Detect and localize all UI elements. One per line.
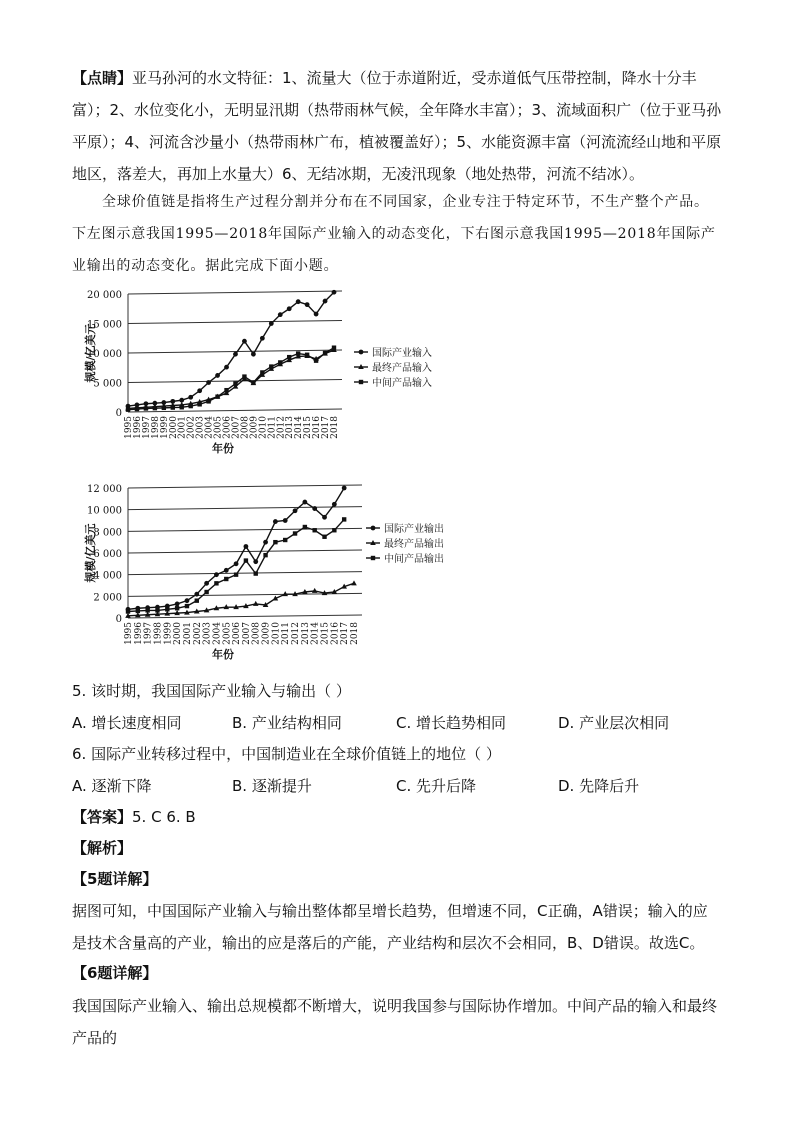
data-point <box>126 609 130 613</box>
data-point <box>195 598 199 602</box>
x-tick-label: 2005 <box>213 416 224 439</box>
data-point <box>224 577 228 581</box>
data-point <box>224 365 229 370</box>
q5-option-b[interactable]: B. 产业结构相同 <box>232 714 342 732</box>
grid-line <box>128 572 362 575</box>
data-point <box>293 531 297 535</box>
q6-detail-text: 我国国际产业输入、输出总规模都不断增大，说明我国参与国际协作增加。中间产品的输入和最终产品的 <box>72 997 718 1047</box>
grid-line <box>128 615 362 618</box>
data-point <box>175 602 180 607</box>
data-point <box>215 394 219 398</box>
data-point <box>145 608 149 612</box>
data-point <box>242 374 246 378</box>
x-tick-label: 2003 <box>202 622 213 645</box>
data-point <box>303 525 307 529</box>
data-point <box>260 336 265 341</box>
y-tick-label: 0 <box>115 408 122 419</box>
data-point <box>278 312 283 317</box>
y-tick-label: 15 000 <box>87 319 122 331</box>
x-tick-label: 1999 <box>159 416 170 439</box>
x-tick-label: 2002 <box>186 416 197 439</box>
grid-line <box>128 291 342 294</box>
x-tick-label: 2008 <box>240 416 251 439</box>
x-tick-label: 2003 <box>195 416 206 439</box>
answer-text: 5. C 6. B <box>132 808 196 826</box>
data-point <box>312 588 318 593</box>
data-point <box>287 306 292 311</box>
x-tick-label: 2013 <box>285 416 296 439</box>
q6-option-c[interactable]: C. 先升后降 <box>396 777 477 795</box>
dianjing-tag: 【点睛】 <box>72 69 133 87</box>
x-tick-label: 2000 <box>168 416 179 439</box>
x-tick-label: 2008 <box>251 622 262 645</box>
data-point <box>332 345 336 349</box>
data-point <box>263 553 267 557</box>
intro-text: 全球价值链是指将生产过程分割并分布在不同国家，企业专注于特定环节，不生产整个产品。下左图示意我国1995—2018年国际产业输入的动态变化，下右图示意我国1995—2018年国际产业输出的动态变化。据此完成下面小题。 <box>72 194 716 274</box>
data-point <box>322 535 326 539</box>
data-point <box>342 517 346 521</box>
x-tick-label: 2012 <box>291 622 302 645</box>
grid-line <box>128 507 362 510</box>
series-line <box>128 350 334 408</box>
data-point <box>197 388 202 393</box>
data-point <box>296 299 301 304</box>
data-point <box>126 407 130 411</box>
data-point <box>351 580 357 585</box>
data-point <box>136 609 140 613</box>
data-point <box>214 581 218 585</box>
y-tick-label: 10 000 <box>87 505 122 517</box>
x-tick-label: 2013 <box>300 622 311 645</box>
legend-marker <box>371 556 375 560</box>
data-point <box>273 540 277 544</box>
data-point <box>323 299 328 304</box>
data-point <box>253 601 259 606</box>
y-tick-label: 20 000 <box>87 290 122 301</box>
x-tick-label: 1995 <box>124 622 134 645</box>
x-tick-label: 2001 <box>182 622 193 645</box>
q5-detail-tag: 【5题详解】 <box>72 870 158 888</box>
y-tick-label: 0 <box>115 614 122 625</box>
x-tick-label: 2007 <box>241 622 252 645</box>
legend-label: 最终产品输出 <box>384 539 444 550</box>
data-point <box>283 538 287 542</box>
y-tick-label: 8 000 <box>93 527 122 539</box>
x-tick-label: 2014 <box>310 622 321 645</box>
data-point <box>254 571 258 575</box>
data-point <box>312 506 317 511</box>
x-tick-label: 2009 <box>261 622 272 645</box>
data-point <box>287 355 291 359</box>
series-line <box>128 583 354 616</box>
x-tick-label: 1997 <box>141 416 152 439</box>
x-tick-label: 2004 <box>204 416 215 439</box>
x-tick-label: 2006 <box>222 416 233 439</box>
material-intro <box>72 186 722 282</box>
data-point <box>305 302 310 307</box>
data-point <box>215 373 220 378</box>
data-point <box>332 290 337 295</box>
x-tick-label: 2018 <box>330 416 340 439</box>
data-point <box>234 572 238 576</box>
data-point <box>185 598 190 603</box>
y-tick-label: 6 000 <box>93 549 122 560</box>
x-tick-label: 2017 <box>321 416 332 439</box>
chart-export <box>76 478 476 668</box>
chart-import <box>76 284 476 459</box>
series-line <box>128 348 334 410</box>
data-point <box>180 405 184 409</box>
chart-import-svg <box>76 284 476 459</box>
data-point <box>171 405 175 409</box>
y-axis-label: 规模/亿美元 <box>84 323 97 383</box>
x-tick-label: 2016 <box>330 622 341 645</box>
y-tick-label: 4 000 <box>93 570 122 582</box>
data-point <box>278 360 282 364</box>
data-point <box>251 352 256 357</box>
x-tick-label: 2015 <box>303 416 314 439</box>
data-point <box>269 364 273 368</box>
data-point <box>153 406 157 410</box>
x-tick-label: 2000 <box>173 622 184 645</box>
x-tick-label: 2002 <box>192 622 203 645</box>
x-tick-label: 1999 <box>163 622 174 645</box>
legend-label: 国际产业输入 <box>372 348 432 359</box>
data-point <box>188 404 192 408</box>
grid-line <box>128 409 342 412</box>
data-point <box>332 502 337 507</box>
q5-detail-text: 据图可知，中国国际产业输入与输出整体都呈增长趋势，但增速不同，C正确，A错误；输入的应是技术含量高的产业，输出的应是落后的产能，产业结构和层次不会相同，B、D错误。故选C。 <box>72 902 708 952</box>
data-point <box>234 561 239 566</box>
x-tick-label: 2014 <box>294 416 305 439</box>
legend-label: 国际产业输出 <box>384 524 444 535</box>
x-tick-label: 1998 <box>150 416 161 439</box>
grid-line <box>128 528 362 531</box>
x-tick-label: 2007 <box>231 416 242 439</box>
x-tick-label: 2004 <box>212 622 223 645</box>
x-tick-label: 1998 <box>153 622 164 645</box>
legend-marker <box>371 526 376 531</box>
data-point <box>233 352 238 357</box>
x-tick-label: 1996 <box>132 416 143 439</box>
data-point <box>273 519 278 524</box>
data-point <box>242 339 247 344</box>
data-point <box>175 606 179 610</box>
x-axis-label: 年份 <box>212 648 234 661</box>
q5-option-c[interactable]: C. 增长趋势相同 <box>396 714 507 732</box>
x-tick-label: 1996 <box>133 622 144 645</box>
legend-label: 中间产品输入 <box>372 378 432 389</box>
data-point <box>224 388 228 392</box>
data-point <box>269 321 274 326</box>
q6-option-a[interactable]: A. 逐渐下降 <box>72 777 152 795</box>
legend-label: 中间产品输出 <box>384 554 444 565</box>
data-point <box>305 353 309 357</box>
q6-detail-tag: 【6题详解】 <box>72 964 158 982</box>
x-tick-label: 2015 <box>320 622 331 645</box>
data-point <box>194 592 199 597</box>
data-point <box>260 370 264 374</box>
data-point <box>322 515 327 520</box>
x-tick-label: 1997 <box>143 622 154 645</box>
q5-stem: 5. 该时期，我国国际产业输入与输出（ ） <box>72 682 351 700</box>
dianjing-paragraph <box>72 62 722 190</box>
grid-line <box>128 550 362 553</box>
data-point <box>206 399 210 403</box>
data-point <box>204 590 208 594</box>
q5-option-a[interactable]: A. 增长速度相同 <box>72 714 182 732</box>
data-point <box>155 608 159 612</box>
x-tick-label: 2018 <box>350 622 360 645</box>
data-point <box>206 380 211 385</box>
data-point <box>263 540 268 545</box>
data-point <box>314 312 319 317</box>
q5-option-d[interactable]: D. 产业层次相同 <box>558 714 670 732</box>
data-point <box>214 572 219 577</box>
x-tick-label: 2001 <box>177 416 188 439</box>
x-tick-label: 2010 <box>271 622 282 645</box>
y-tick-label: 5 000 <box>93 378 122 390</box>
x-tick-label: 2017 <box>340 622 351 645</box>
data-point <box>135 407 139 411</box>
analysis-tag: 【解析】 <box>72 839 133 857</box>
data-point <box>165 607 169 611</box>
y-tick-label: 10 000 <box>87 349 122 360</box>
x-axis-label: 年份 <box>212 442 234 455</box>
data-point <box>323 351 327 355</box>
data-point <box>244 544 249 549</box>
data-point <box>302 500 307 505</box>
x-tick-label: 2005 <box>222 622 233 645</box>
data-point <box>332 528 336 532</box>
grid-line <box>128 485 362 488</box>
data-point <box>251 380 255 384</box>
x-tick-label: 1995 <box>124 416 134 439</box>
legend-marker <box>359 350 364 355</box>
x-tick-label: 2012 <box>276 416 287 439</box>
data-point <box>188 395 193 400</box>
data-point <box>312 528 316 532</box>
data-point <box>233 381 237 385</box>
q6-stem: 6. 国际产业转移过程中，中国制造业在全球价值链上的地位（ ） <box>72 745 501 763</box>
x-tick-label: 2011 <box>281 622 292 645</box>
x-tick-label: 2010 <box>258 416 269 439</box>
legend-marker <box>359 380 363 384</box>
data-point <box>204 581 209 586</box>
chart-export-svg <box>76 478 476 668</box>
dianjing-text: 亚马孙河的水文特征：1、流量大（位于赤道附近，受赤道低气压带控制，降水十分丰富）；2、水位变化小，无明显汛期（热带雨林气候，全年降水丰富）；3、流域面积广（位于亚马孙平原）；4、河流含沙量小（热带雨林广布，植被覆盖好）；5、水能资源丰富（河流流经山地和平原地区，落差大，再加上水量大）6、无结冰期，无凌汛现象（地处热带，河流不结冰）。 <box>72 69 722 183</box>
grid-line <box>128 321 342 324</box>
data-point <box>283 518 288 523</box>
x-tick-label: 2016 <box>312 416 323 439</box>
data-point <box>342 486 347 491</box>
data-point <box>244 558 248 562</box>
data-point <box>296 351 300 355</box>
x-tick-label: 2006 <box>232 622 243 645</box>
data-point <box>253 559 258 564</box>
data-point <box>293 508 298 513</box>
answer-line <box>72 806 196 827</box>
legend-label: 最终产品输入 <box>372 363 432 374</box>
data-point <box>185 604 189 608</box>
data-point <box>224 568 229 573</box>
x-tick-label: 2011 <box>267 416 278 439</box>
y-axis-label: 规模/亿美元 <box>84 523 97 583</box>
y-tick-label: 2 000 <box>93 592 122 604</box>
data-point <box>314 358 318 362</box>
data-point <box>162 406 166 410</box>
data-point <box>197 402 201 406</box>
answer-tag: 【答案】 <box>72 808 133 826</box>
q6-option-d[interactable]: D. 先降后升 <box>558 777 640 795</box>
x-tick-label: 2009 <box>249 416 260 439</box>
data-point <box>179 398 184 403</box>
q6-option-b[interactable]: B. 逐渐提升 <box>232 777 312 795</box>
data-point <box>144 406 148 410</box>
y-tick-label: 12 000 <box>87 484 122 495</box>
